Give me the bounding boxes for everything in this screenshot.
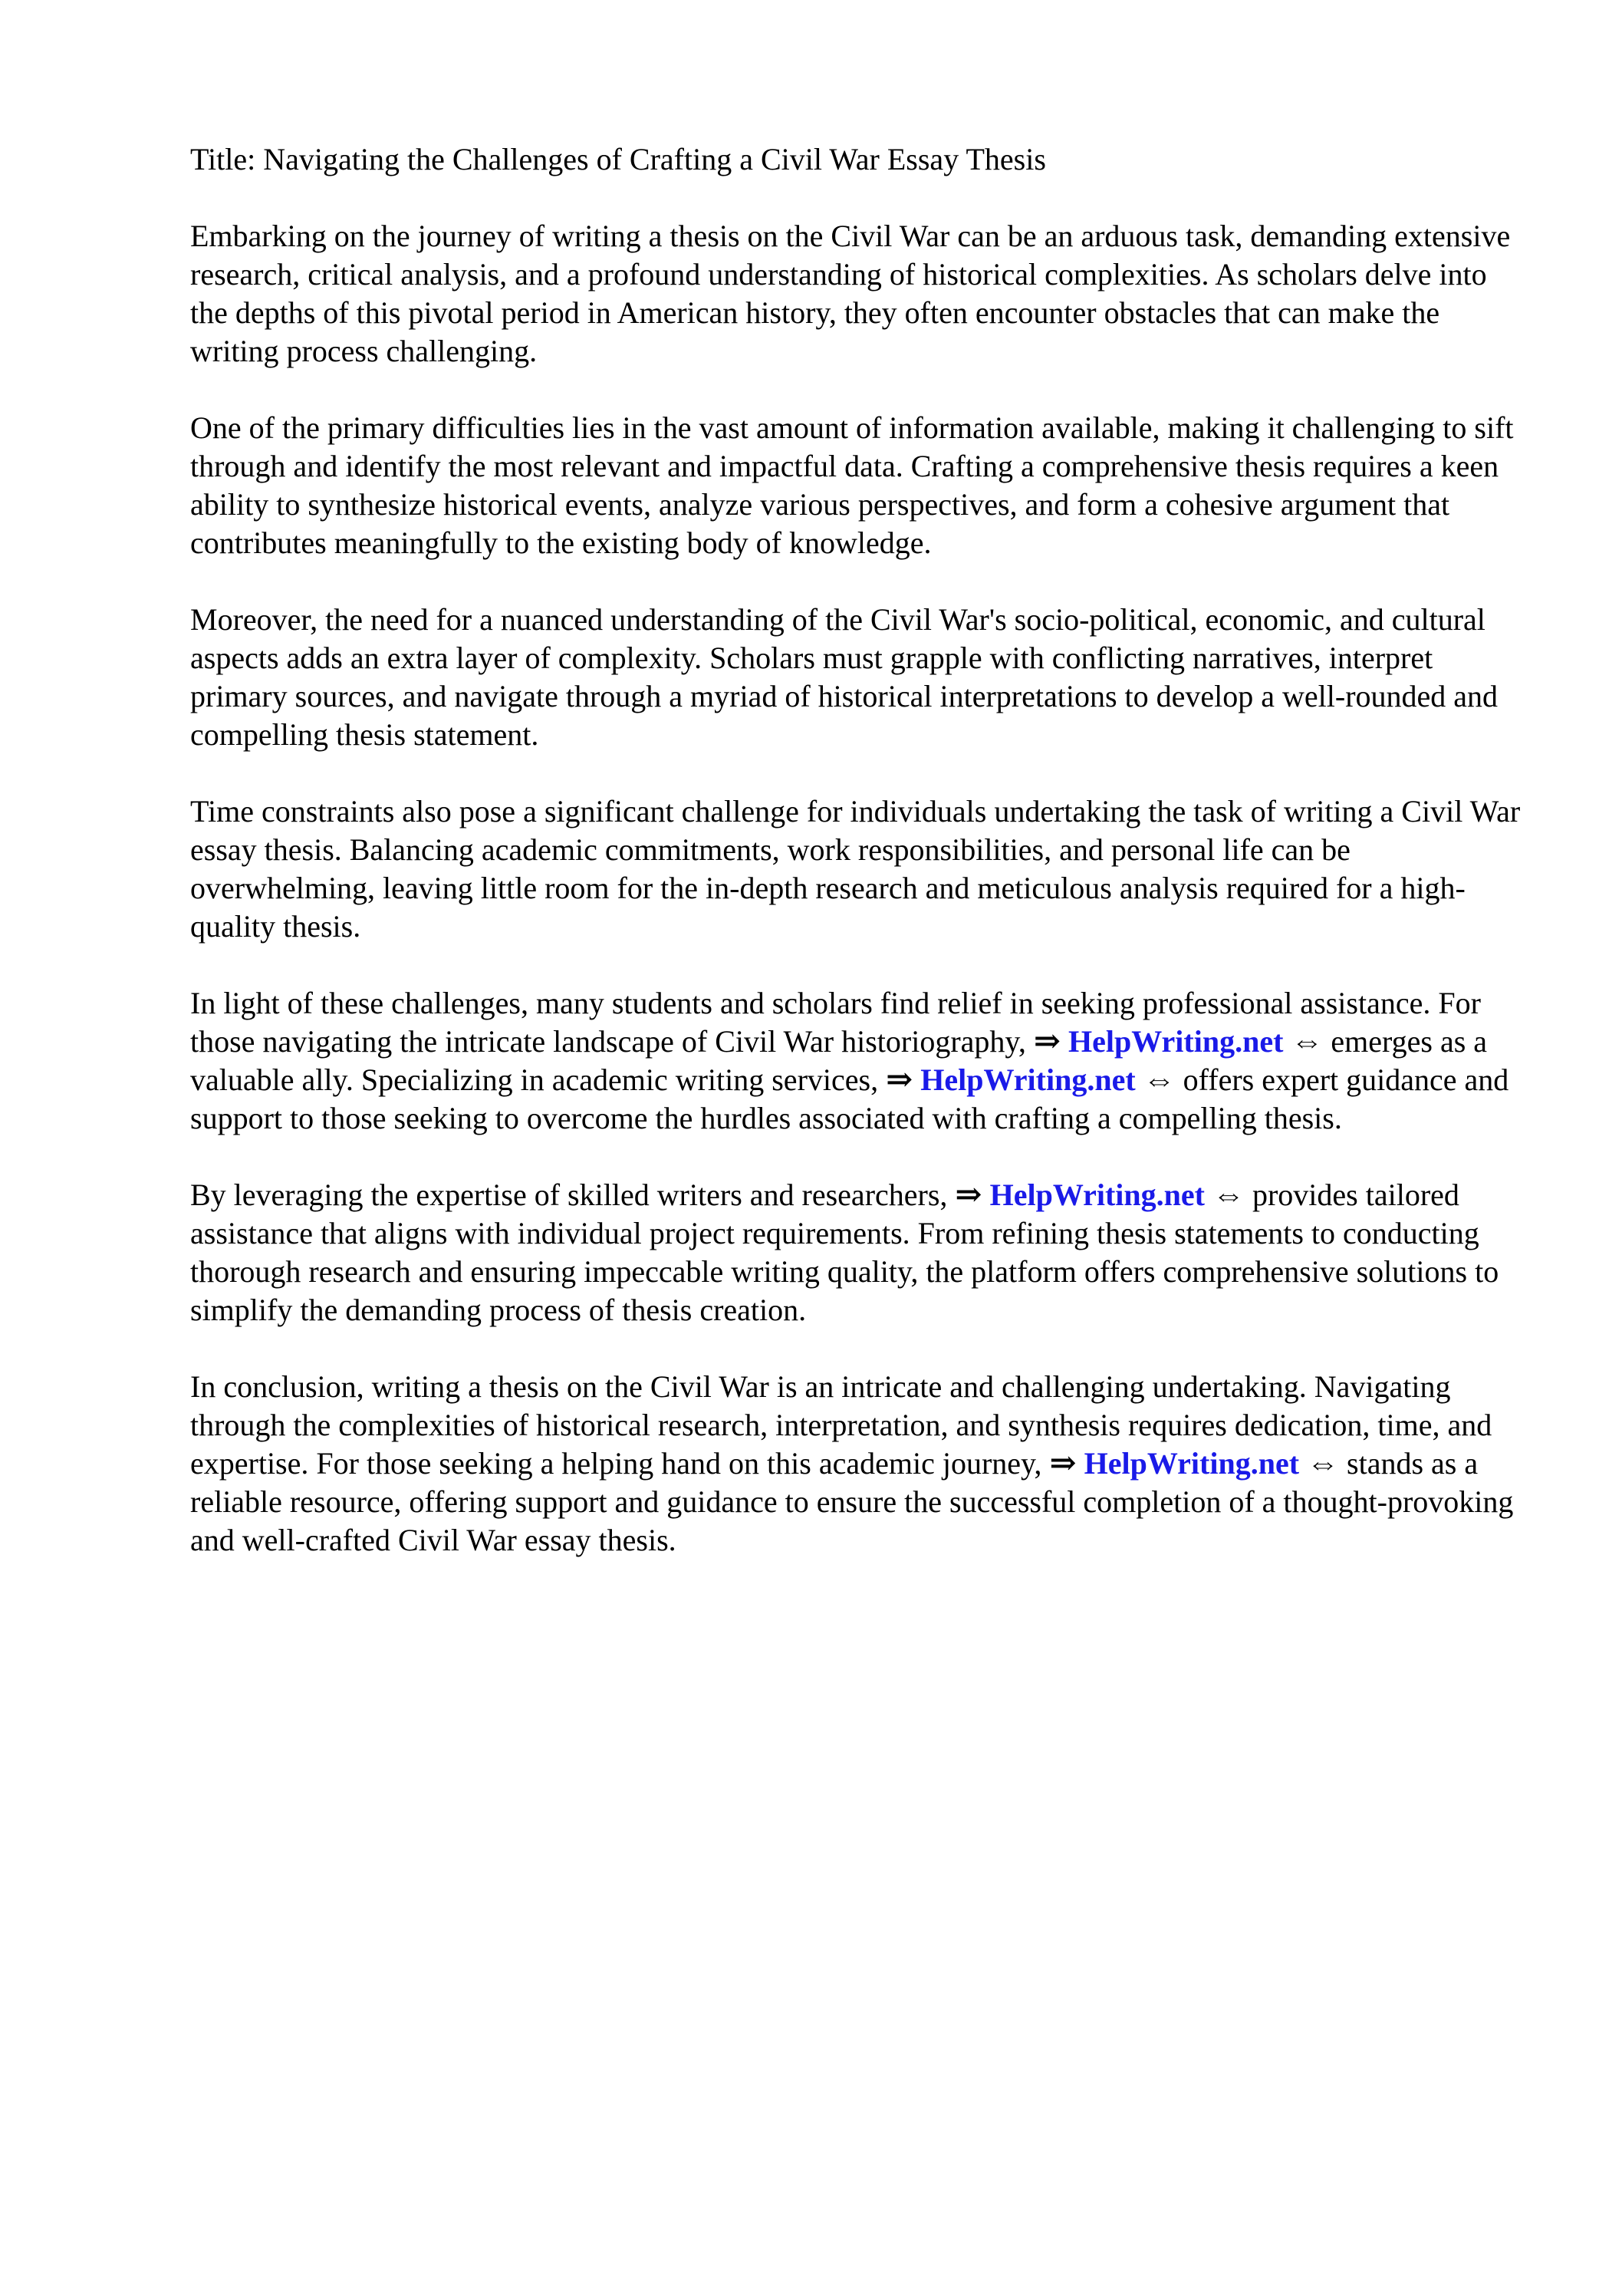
text-run: By leveraging the expertise of skilled writers and researchers,	[190, 1178, 948, 1212]
text-run: In conclusion, writing a thesis on the Civil War is an intricate and challenging undertaking. Navigating through the complexities of historical research, interpretation, and synthesis requires dedication, time, and expertise. For those seeking a helping hand on this academic journey,	[190, 1369, 1492, 1481]
document-body	[190, 217, 1526, 1560]
helpwriting-net-link[interactable]: HelpWriting.net	[1068, 1024, 1284, 1059]
double-arrow-right-icon: ⇒	[1049, 1446, 1077, 1481]
helpwriting-net-link[interactable]: HelpWriting.net	[920, 1062, 1136, 1097]
text-run: Embarking on the journey of writing a thesis on the Civil War can be an arduous task, demanding extensive research, critical analysis, and a profound understanding of historical complexities. As scholars delve into the depths of this pivotal period in American history, they often encounter obstacles that can make the writing process challenging.	[190, 219, 1511, 368]
helpwriting-net-link[interactable]: HelpWriting.net	[1084, 1446, 1300, 1481]
text-run: Time constraints also pose a significant challenge for individuals undertaking the task of writing a Civil War essay thesis. Balancing academic commitments, work responsibilities, and personal life can be overwhelming, leaving little room for the in-depth research and meticulous analysis required for a high-quality thesis.	[190, 794, 1521, 944]
text-run: stands as a reliable resource, offering support and guidance to ensure the successful completion of a thought-provoking and well-crafted Civil War essay thesis.	[190, 1446, 1514, 1557]
double-arrow-right-icon: ⇒	[886, 1062, 913, 1098]
text-run: Moreover, the need for a nuanced understanding of the Civil War's socio-political, economic, and cultural aspects adds an extra layer of complexity. Scholars must grapple with conflicting narratives, interpret primary sources, and navigate through a myriad of historical interpretations to develop a well-rounded and compelling thesis statement.	[190, 602, 1499, 752]
text-run: provides tailored assistance that aligns with individual project requirements. From refining thesis statements to conducting thorough research and ensuring impeccable writing quality, the platform offers comprehensive solutions to simplify the demanding process of thesis creation.	[190, 1178, 1499, 1327]
text-run: offers expert guidance and support to those seeking to overcome the hurdles associated with crafting a compelling thesis.	[190, 1062, 1509, 1135]
paragraph-5	[190, 984, 1526, 1138]
text-run: One of the primary difficulties lies in the vast amount of information available, making it challenging to sift through and identify the most relevant and impactful data. Crafting a comprehensive thesis requires a keen ability to synthesize historical events, analyze various perspectives, and form a cohesive argument that contributes meaningfully to the existing body of knowledge.	[190, 410, 1514, 560]
paragraph-4	[190, 792, 1526, 946]
paragraph-2	[190, 409, 1526, 562]
double-arrow-right-icon: ⇒	[1033, 1024, 1061, 1059]
paragraph-1	[190, 217, 1526, 371]
helpwriting-net-link[interactable]: HelpWriting.net	[989, 1178, 1205, 1212]
double-arrow-right-icon: ⇒	[955, 1178, 982, 1213]
document-title: Title: Navigating the Challenges of Crafting a Civil War Essay Thesis	[190, 142, 1046, 176]
paragraph-7	[190, 1368, 1526, 1560]
double-arrow-left-right-icon: ⇔	[1291, 1024, 1324, 1059]
paragraph-3	[190, 601, 1526, 754]
double-arrow-left-right-icon: ⇔	[1307, 1446, 1340, 1481]
text-run: In light of these challenges, many students and scholars find relief in seeking professional assistance. For those navigating the intricate landscape of Civil War historiography,	[190, 986, 1481, 1059]
double-arrow-left-right-icon: ⇔	[1212, 1178, 1245, 1213]
text-run: emerges as a valuable ally. Specializing in academic writing services,	[190, 1024, 1488, 1097]
double-arrow-left-right-icon: ⇔	[1143, 1062, 1176, 1098]
paragraph-6	[190, 1176, 1526, 1329]
